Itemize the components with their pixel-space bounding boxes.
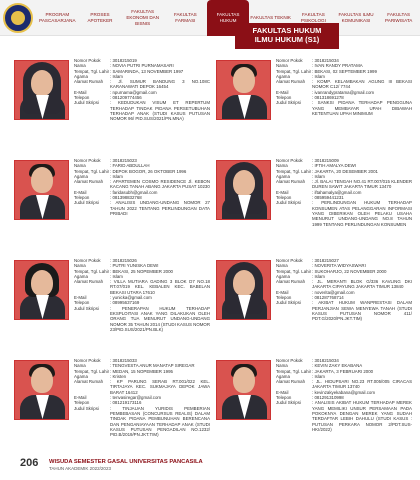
field-value: : NOVERITA WIDYASWARI	[312, 263, 366, 269]
page-footer	[0, 455, 420, 480]
field-label: Nomor Pokok	[276, 58, 303, 63]
field-label: Tempat, Tgl. Lahir	[74, 68, 110, 74]
field-alamat	[276, 79, 412, 90]
field-value: : kevinzakyekabana@gmail.com	[312, 389, 376, 395]
field-label: Tempat, Tgl. Lahir	[276, 168, 312, 174]
field-alamat	[74, 379, 210, 395]
field-label: Alamat Rumah	[276, 79, 306, 85]
field-value: : ANALISIS UNDANG-UNDANG NOMOR 27 TAHUN 2022 TENTANG PERLINDUNGAN DATA PRIBADI	[110, 200, 210, 216]
student-photo	[14, 260, 69, 320]
field-value: : AKIBAT HUKUM WANPRESTASI DALAM PERJANJIAN SEWA MENYEWA TANAH (STUDI KASUS PUTUSAN NOMOR 411/ PDT.G/2020/PN.JKT.TIM)	[312, 300, 412, 322]
field-label: Nama	[74, 363, 86, 369]
field-label: Tempat, Tgl. Lahir	[276, 68, 312, 74]
field-label: Agama	[74, 373, 88, 379]
field-value: : 3018215009	[312, 158, 339, 163]
field-label: Tempat, Tgl. Lahir	[74, 368, 110, 374]
field-value: : TENGVESTA ANUR MANATAP SIREGAR	[110, 363, 195, 369]
field-label: Agama	[276, 373, 290, 379]
field-label: Tempat, Tgl. Lahir	[276, 368, 312, 374]
footer-title: WISUDA SEMESTER GASAL UNIVERSITAS PANCASILA	[49, 459, 203, 465]
field-value: : 3018215027	[312, 258, 339, 263]
field-label: Alamat Rumah	[276, 179, 306, 185]
field-label: E-Mail	[74, 89, 87, 95]
field-label: Telepon	[276, 195, 292, 201]
field-judul	[74, 406, 210, 438]
field-label: Telepon	[74, 95, 90, 101]
field-alamat	[276, 379, 412, 390]
student-photo	[14, 360, 69, 420]
field-value: : BEKASI, 25 NOPEMBER 2000	[110, 268, 173, 274]
field-label: Alamat Rumah	[74, 79, 104, 85]
field-label: Nama	[276, 263, 288, 269]
field-value: : 3018215033	[110, 358, 137, 363]
student-card	[216, 258, 414, 356]
field-value: : SAMARINDA, 13 NOVEMBER 1997	[110, 68, 184, 74]
field-label: Nomor Pokok	[276, 358, 303, 363]
field-value: : SUKOHARJO, 22 NOVEMBER 2000	[312, 268, 387, 274]
field-label: Nomor Pokok	[276, 258, 303, 263]
field-value: : IVAN RANDY PRATAMA	[312, 63, 363, 69]
field-label: Tempat, Tgl. Lahir	[74, 168, 110, 174]
field-value: : Jl. SUMUR BANDUNG 3 NO.108C KARANAWATI DEPOK 16454	[110, 79, 210, 90]
faculty-nav	[36, 0, 420, 36]
nav-item-apoteker[interactable]: PROSES APOTEKER	[87, 12, 113, 23]
student-row	[14, 258, 412, 356]
field-value: : Islam	[110, 173, 123, 179]
field-value: : faridasubh@gmail.com	[110, 189, 158, 195]
field-value: : KEDUDUKAN VISUM ET REPERTUM TERHADAP TINDAK PIDANA PERSETUBUHAN TERHADAP ANAK (STUDI KASUS PUTUSAN NOMOR 96/ PID.SUS/2021/PN.MNA)	[110, 100, 210, 122]
student-info	[276, 258, 412, 322]
nav-item-teknik[interactable]: FAKULTAS TEKNIK	[250, 15, 291, 20]
student-info	[74, 258, 210, 332]
field-value: : MEDAN, 15 NOPEMBER 1995	[110, 368, 173, 374]
student-info	[74, 58, 210, 122]
student-card	[14, 358, 212, 456]
student-photo	[216, 260, 271, 320]
field-value: : SANKSI PIDANA TERHADAP PENGGUNA YANG MEMBAYAR UPAH DIBAWAH KETENTUAN UPAH MINIMUM	[312, 100, 412, 116]
field-judul	[276, 300, 412, 321]
field-label: E-Mail	[276, 289, 289, 295]
field-label: Judul Skripsi	[74, 200, 99, 206]
field-label: Telepon	[276, 95, 292, 101]
student-photo	[216, 160, 271, 220]
university-logo-icon	[3, 3, 33, 33]
field-label: Judul Skripsi	[74, 305, 99, 311]
page-number: 206	[20, 457, 39, 469]
field-label: Alamat Rumah	[276, 279, 306, 285]
field-label: Judul Skripsi	[276, 400, 301, 406]
field-value: : BEKASI, 02 SEPTEMBER 1999	[312, 68, 377, 74]
field-label: Judul Skripsi	[276, 200, 301, 206]
field-value: : Islam	[110, 273, 123, 279]
student-photo	[216, 360, 271, 420]
student-photo	[14, 160, 69, 220]
nav-item-ekonomi[interactable]: FAKULTAS EKONOMI DAN BISNIS	[126, 9, 160, 26]
field-alamat	[74, 79, 210, 90]
field-value: : 3018215034	[312, 358, 339, 363]
field-label: Nomor Pokok	[74, 58, 101, 63]
field-judul	[74, 100, 210, 121]
field-label: Nama	[74, 263, 86, 269]
field-value: : JL. MERANTI BLOK G/336 KAVLING DKI JAKARTA CIPAYUNG JAKARTA TIMUR 13840	[312, 279, 412, 290]
field-value: : KP PARUNG SERAB RT.001/022 KEL. TIRTAJAYA KEC. SUKMAJAYA DEPOK JAWA BARAT 16412	[110, 379, 210, 395]
student-card	[14, 258, 212, 356]
field-label: Nama	[74, 63, 86, 69]
student-info	[74, 158, 210, 216]
top-navigation	[0, 0, 420, 36]
field-label: Nama	[74, 163, 86, 169]
field-label: Alamat Rumah	[276, 379, 306, 385]
field-alamat	[276, 179, 412, 190]
field-judul	[74, 306, 210, 332]
field-judul	[276, 100, 412, 116]
field-value: : TINJAUAN YURIDIS PEMBERIAN PEMBEBASAN (CONCURSUS REALIS) DALAM TINDAK PIDANA PEMBUNUHAN BERENCANA DAN PENGANIAYAAN TERHADAP ANAK (STUDI KASUS PUTUSAN PENGADILAN NO.1232/ PID.B/2019/PN.JKT.TIM)	[110, 405, 210, 438]
student-info	[276, 158, 412, 227]
field-label: Telepon	[74, 300, 90, 306]
field-value: : noverita@gmail.com	[312, 289, 355, 295]
faculty-header	[235, 23, 339, 49]
field-label: Agama	[74, 73, 88, 79]
field-value: : PENERAPAN HUKUM TERHADAP EKSPLOITASI ANAK YANG DILAKUKAN OLEH ORANG TUA MENURUT UNDANG-UNDANG NOMOR 35 TAHUN 2014 (STUDI KASUS NOMOR 23/PID.SUS/2021/PN.BLK)	[110, 305, 210, 332]
field-value: : Islam	[312, 373, 325, 379]
field-label: Nomor Pokok	[74, 158, 101, 163]
field-value: : 3018215019	[110, 58, 137, 63]
field-value: : 085959441231	[312, 195, 344, 201]
field-label: Telepon	[74, 195, 90, 201]
field-value: : JAKARTA, 3 FEBRUARI 2000	[312, 368, 374, 374]
field-label: E-Mail	[276, 389, 289, 395]
field-label: Agama	[276, 173, 290, 179]
field-value: : 081318691278	[312, 95, 344, 101]
field-label: Telepon	[276, 395, 292, 401]
student-info	[276, 58, 412, 116]
field-value: : ivanrandypratama@gmail.com	[312, 89, 375, 95]
field-value: : Islam	[110, 73, 123, 79]
field-label: Nomor Pokok	[276, 158, 303, 163]
field-value: : 081398832768	[110, 195, 142, 201]
faculty-subtitle: ILMU HUKUM (S1)	[254, 34, 320, 44]
nav-item-hukum[interactable]: FAKULTAS HUKUM	[207, 0, 250, 36]
student-row	[14, 58, 412, 156]
field-value: : npurnama@gmail.com	[110, 89, 157, 95]
field-label: Alamat Rumah	[74, 279, 104, 285]
student-card	[216, 358, 414, 456]
field-value: : DEPOK BOGOR, 26 OKTOBER 1996	[110, 168, 187, 174]
field-label: Judul Skripsi	[74, 100, 99, 106]
field-label: Agama	[74, 173, 88, 179]
field-value: : Kristen	[110, 373, 127, 379]
field-label: E-Mail	[74, 395, 87, 401]
field-label: Nama	[276, 63, 288, 69]
field-label: Agama	[276, 73, 290, 79]
field-label: Nama	[276, 363, 288, 369]
field-label: Tempat, Tgl. Lahir	[276, 268, 312, 274]
field-value: : tenvasiregar@gmail.com	[110, 395, 162, 401]
nav-item-komunikasi[interactable]: FAKULTAS ILMU KOMUNIKASI	[338, 12, 374, 23]
student-info	[74, 358, 210, 437]
field-value: : ANALISIS AKIBAT HUKUM TERHADAP MEREK YANG MEMILIKI UNSUR PERSAMAAN PADA POKOKNYA DENGAN MEREK YANG SUDAH TERDAFTAR LEBIH DAHULU (STUDI KASUS : PUTUSAN PERKARA NOMOR 2/PDT.SUS-HKI/2022)	[312, 400, 412, 432]
student-grid	[14, 58, 412, 458]
field-value: : yunicka@gmail.com	[110, 295, 152, 301]
faculty-title: FAKULTAS HUKUM	[252, 26, 322, 35]
field-value: : 081291310998	[312, 395, 344, 401]
field-alamat	[276, 279, 412, 290]
field-judul	[276, 200, 412, 226]
student-photo	[14, 60, 69, 120]
field-label: Agama	[276, 273, 290, 279]
field-alamat	[74, 179, 210, 190]
field-value: : 3018215023	[110, 158, 137, 163]
field-label: Tempat, Tgl. Lahir	[74, 268, 110, 274]
field-label: E-Mail	[276, 189, 289, 195]
field-value: : 081209774456	[110, 95, 142, 101]
field-value: : JL. HIDUPSARI NO.23 RT.005/005 CIRACAS JAKARTA TIMUR 13740	[312, 379, 412, 390]
field-value: : KEVIN ZAKY EKABANA	[312, 363, 363, 369]
student-row	[14, 358, 412, 456]
student-row	[14, 158, 412, 256]
student-card	[216, 158, 414, 256]
field-value: : 08995637169	[110, 300, 140, 306]
field-value: : IFTIH AMALYA DEWI	[312, 163, 356, 169]
field-value: : PERLINDUNGAN HUKUM TERHADAP KONSUMEN ATAS PELANGGARAN INFORMASI YANG DIBERIKAN OLEH PELAKU USAHA MENURUT UNDANG-UNDANG NO.8 TAHUN 1999 TENTANG PERLINDUNGAN KONSUMEN	[312, 200, 412, 227]
field-judul	[74, 200, 210, 216]
field-value: : APARTEMEN COSMO RESIDENCE Jl. KEBON KACANG TANAH ABANG JAKARTA PUSAT 10230	[110, 179, 210, 190]
field-value: : 081287768714	[312, 295, 344, 301]
field-value: : PUTRI YUNISKA DEWI	[110, 263, 159, 269]
nav-item-pariwisata[interactable]: FAKULTAS PARIWISATA	[385, 12, 413, 23]
field-value: : 3018215026	[110, 258, 137, 263]
field-value: : 3018215034	[312, 58, 339, 63]
field-value: : iftahamalya@gmail.com	[312, 189, 362, 195]
field-label: E-Mail	[74, 189, 87, 195]
field-label: Nomor Pokok	[74, 258, 101, 263]
student-card	[14, 58, 212, 156]
field-label: Telepon	[276, 295, 292, 301]
student-info	[276, 358, 412, 432]
field-judul	[276, 400, 412, 432]
student-photo	[216, 60, 271, 120]
field-label: Alamat Rumah	[74, 179, 104, 185]
field-value: : NOVIA PUTRI PURNAMASARI	[110, 63, 174, 69]
field-value: : Islam	[312, 273, 325, 279]
student-card	[216, 58, 414, 156]
field-label: Nama	[276, 163, 288, 169]
field-label: Alamat Rumah	[74, 379, 104, 385]
nav-item-psikologi[interactable]: FAKULTAS PSIKOLOGI	[300, 12, 326, 23]
student-card	[14, 158, 212, 256]
field-value: : 081219173116	[110, 400, 142, 406]
field-alamat	[74, 279, 210, 295]
field-value: : FARID ABDULLAH	[110, 163, 150, 169]
field-label: Judul Skripsi	[276, 300, 301, 306]
field-value: : JAKARTA, 20 DESEMBER 2001	[312, 168, 378, 174]
field-value: : Islam	[312, 73, 325, 79]
nav-item-farmasi[interactable]: FAKULTAS FARMASI	[173, 12, 197, 23]
field-value: : Jl. BALAI TENGAH NO.41 RT.007/015 KLENDER DUREN SAWIT JAKARTA TIMUR 13470	[312, 179, 412, 190]
footer-year: TAHUN AKADEMIK 2022/2023	[49, 466, 111, 471]
field-value: : Islam	[312, 173, 325, 179]
field-value: : VILLA MUTIARA GADING 3 BLOK D7 NO.18 RT.07/019 KEL. KEBALEN KEC. BABELAN BEKASI UTARA 17610	[110, 279, 210, 295]
field-label: Judul Skripsi	[276, 100, 301, 106]
field-label: Telepon	[74, 400, 90, 406]
field-label: Agama	[74, 273, 88, 279]
field-label: E-Mail	[276, 89, 289, 95]
field-label: Judul Skripsi	[74, 405, 99, 411]
field-value: : KOMP. KELAMBAKAN AGUNG III BEKASI NOMOR C12/ 7744	[312, 79, 412, 90]
field-label: Nomor Pokok	[74, 358, 101, 363]
field-label: E-Mail	[74, 295, 87, 301]
nav-item-pascasarjana[interactable]: PROGRAM PASCASARJANA	[39, 12, 76, 23]
